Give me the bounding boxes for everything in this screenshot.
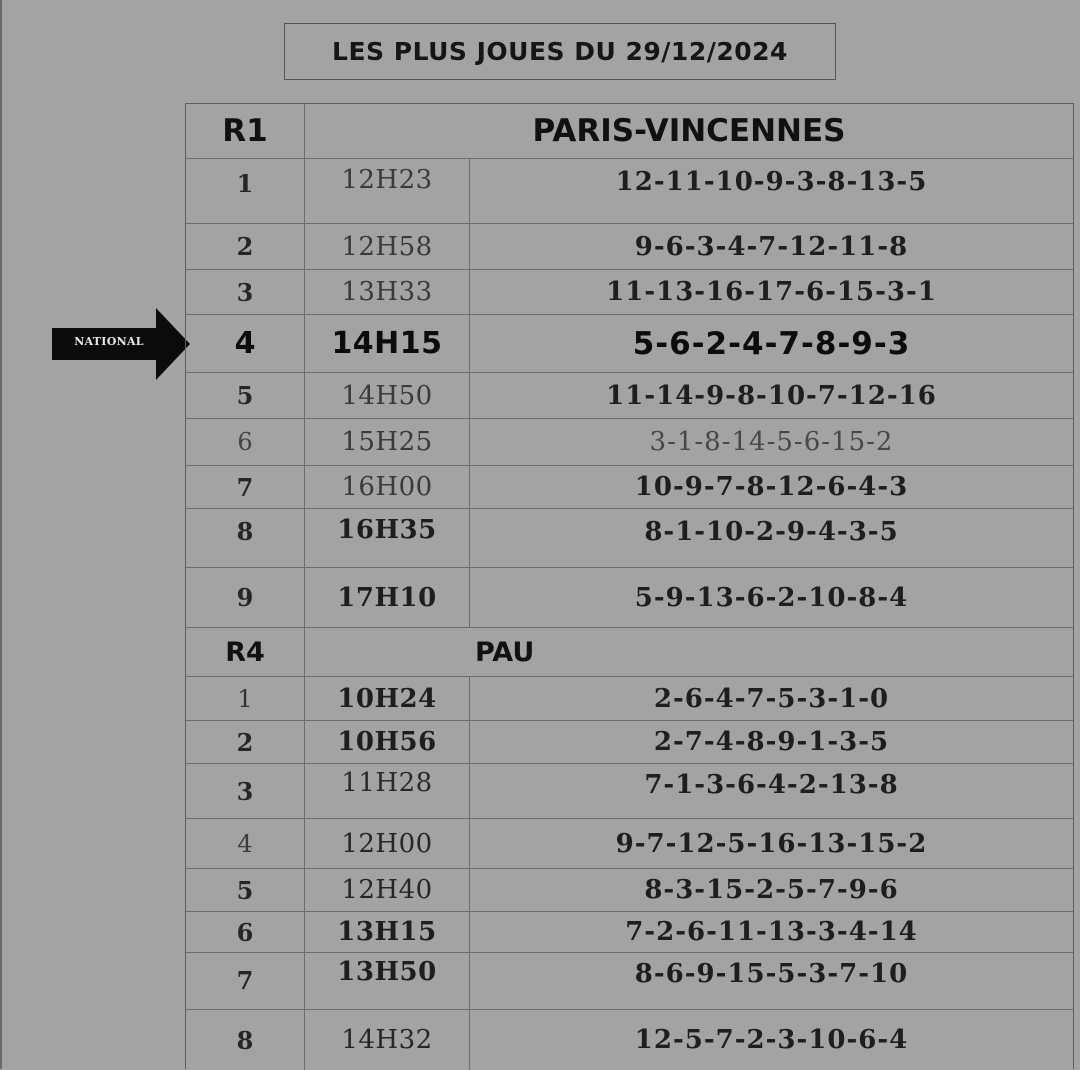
race-number: 9 bbox=[236, 583, 254, 612]
race-combination: 10-9-7-8-12-6-4-3 bbox=[634, 472, 909, 502]
race-number: 1 bbox=[237, 684, 253, 713]
race-time: 12H23 bbox=[341, 165, 433, 195]
race-number: 2 bbox=[236, 727, 254, 757]
race-time: 10H56 bbox=[337, 727, 437, 757]
race-time: 11H28 bbox=[341, 768, 433, 798]
table-row-featured bbox=[186, 315, 1073, 373]
race-time: 14H50 bbox=[341, 380, 433, 411]
race-time: 12H40 bbox=[341, 875, 433, 905]
table-row bbox=[186, 721, 1073, 764]
reunion-venue: PARIS-VINCENNES bbox=[532, 113, 846, 149]
race-combination: 11-14-9-8-10-7-12-16 bbox=[606, 380, 937, 411]
race-number: 5 bbox=[236, 875, 254, 905]
race-number: 3 bbox=[236, 777, 254, 806]
race-time: 14H15 bbox=[331, 326, 443, 361]
table-row bbox=[186, 159, 1073, 224]
race-combination: 2-7-4-8-9-1-3-5 bbox=[653, 727, 890, 757]
race-combination: 12-5-7-2-3-10-6-4 bbox=[634, 1025, 909, 1055]
table-row bbox=[186, 568, 1073, 628]
race-time: 13H50 bbox=[337, 957, 437, 987]
table-row bbox=[186, 869, 1073, 912]
results-table bbox=[185, 103, 1074, 1069]
race-time: 16H00 bbox=[341, 472, 433, 502]
race-combination: 5-6-2-4-7-8-9-3 bbox=[632, 325, 911, 362]
race-combination: 8-3-15-2-5-7-9-6 bbox=[644, 875, 899, 905]
table-row bbox=[186, 819, 1073, 869]
table-row bbox=[186, 270, 1073, 315]
race-combination: 2-6-4-7-5-3-1-0 bbox=[653, 683, 890, 714]
race-number: 8 bbox=[236, 517, 254, 546]
race-combination: 7-1-3-6-4-2-13-8 bbox=[644, 770, 899, 800]
race-number: 6 bbox=[237, 428, 253, 456]
reunion-header-r1 bbox=[186, 104, 1073, 159]
table-row bbox=[186, 764, 1073, 819]
race-time: 15H25 bbox=[341, 427, 433, 457]
arrow-label: NATIONAL bbox=[74, 335, 144, 348]
reunion-code: R4 bbox=[225, 636, 265, 668]
page-title: LES PLUS JOUES DU 29/12/2024 bbox=[284, 23, 836, 80]
race-time: 13H33 bbox=[341, 277, 433, 307]
table-row bbox=[186, 373, 1073, 419]
table-row bbox=[186, 953, 1073, 1010]
reunion-code: R1 bbox=[222, 113, 268, 149]
race-time: 16H35 bbox=[337, 515, 437, 545]
race-number: 7 bbox=[236, 472, 254, 502]
race-number: 7 bbox=[236, 966, 254, 995]
race-time: 12H58 bbox=[341, 231, 433, 262]
race-number: 5 bbox=[236, 381, 254, 410]
reunion-header-r4 bbox=[186, 628, 1073, 677]
race-combination: 7-2-6-11-13-3-4-14 bbox=[625, 917, 918, 947]
race-combination: 12-11-10-9-3-8-13-5 bbox=[615, 167, 928, 197]
race-number: 4 bbox=[234, 326, 256, 361]
page-left-border bbox=[0, 0, 2, 1069]
race-combination: 11-13-16-17-6-15-3-1 bbox=[606, 277, 937, 307]
race-number: 4 bbox=[237, 829, 253, 858]
race-combination: 9-6-3-4-7-12-11-8 bbox=[634, 231, 909, 262]
table-row bbox=[186, 224, 1073, 270]
race-number: 2 bbox=[236, 232, 254, 261]
race-combination: 9-7-12-5-16-13-15-2 bbox=[615, 828, 928, 859]
race-time: 17H10 bbox=[337, 582, 437, 613]
race-time: 14H32 bbox=[341, 1025, 433, 1055]
race-time: 12H00 bbox=[341, 828, 433, 859]
race-number: 1 bbox=[236, 169, 254, 198]
table-row bbox=[186, 677, 1073, 721]
table-row bbox=[186, 509, 1073, 568]
reunion-venue: PAU bbox=[475, 636, 535, 668]
table-row bbox=[186, 466, 1073, 509]
race-combination: 8-1-10-2-9-4-3-5 bbox=[644, 517, 899, 547]
race-number: 3 bbox=[236, 277, 254, 307]
race-number: 8 bbox=[236, 1025, 254, 1055]
table-row bbox=[186, 912, 1073, 953]
race-combination: 3-1-8-14-5-6-15-2 bbox=[649, 427, 894, 457]
race-time: 13H15 bbox=[337, 917, 437, 947]
race-time: 10H24 bbox=[337, 683, 437, 714]
race-combination: 5-9-13-6-2-10-8-4 bbox=[634, 582, 909, 613]
race-combination: 8-6-9-15-5-3-7-10 bbox=[634, 959, 909, 989]
table-row bbox=[186, 1010, 1073, 1070]
race-number: 6 bbox=[236, 917, 254, 947]
table-row bbox=[186, 419, 1073, 466]
